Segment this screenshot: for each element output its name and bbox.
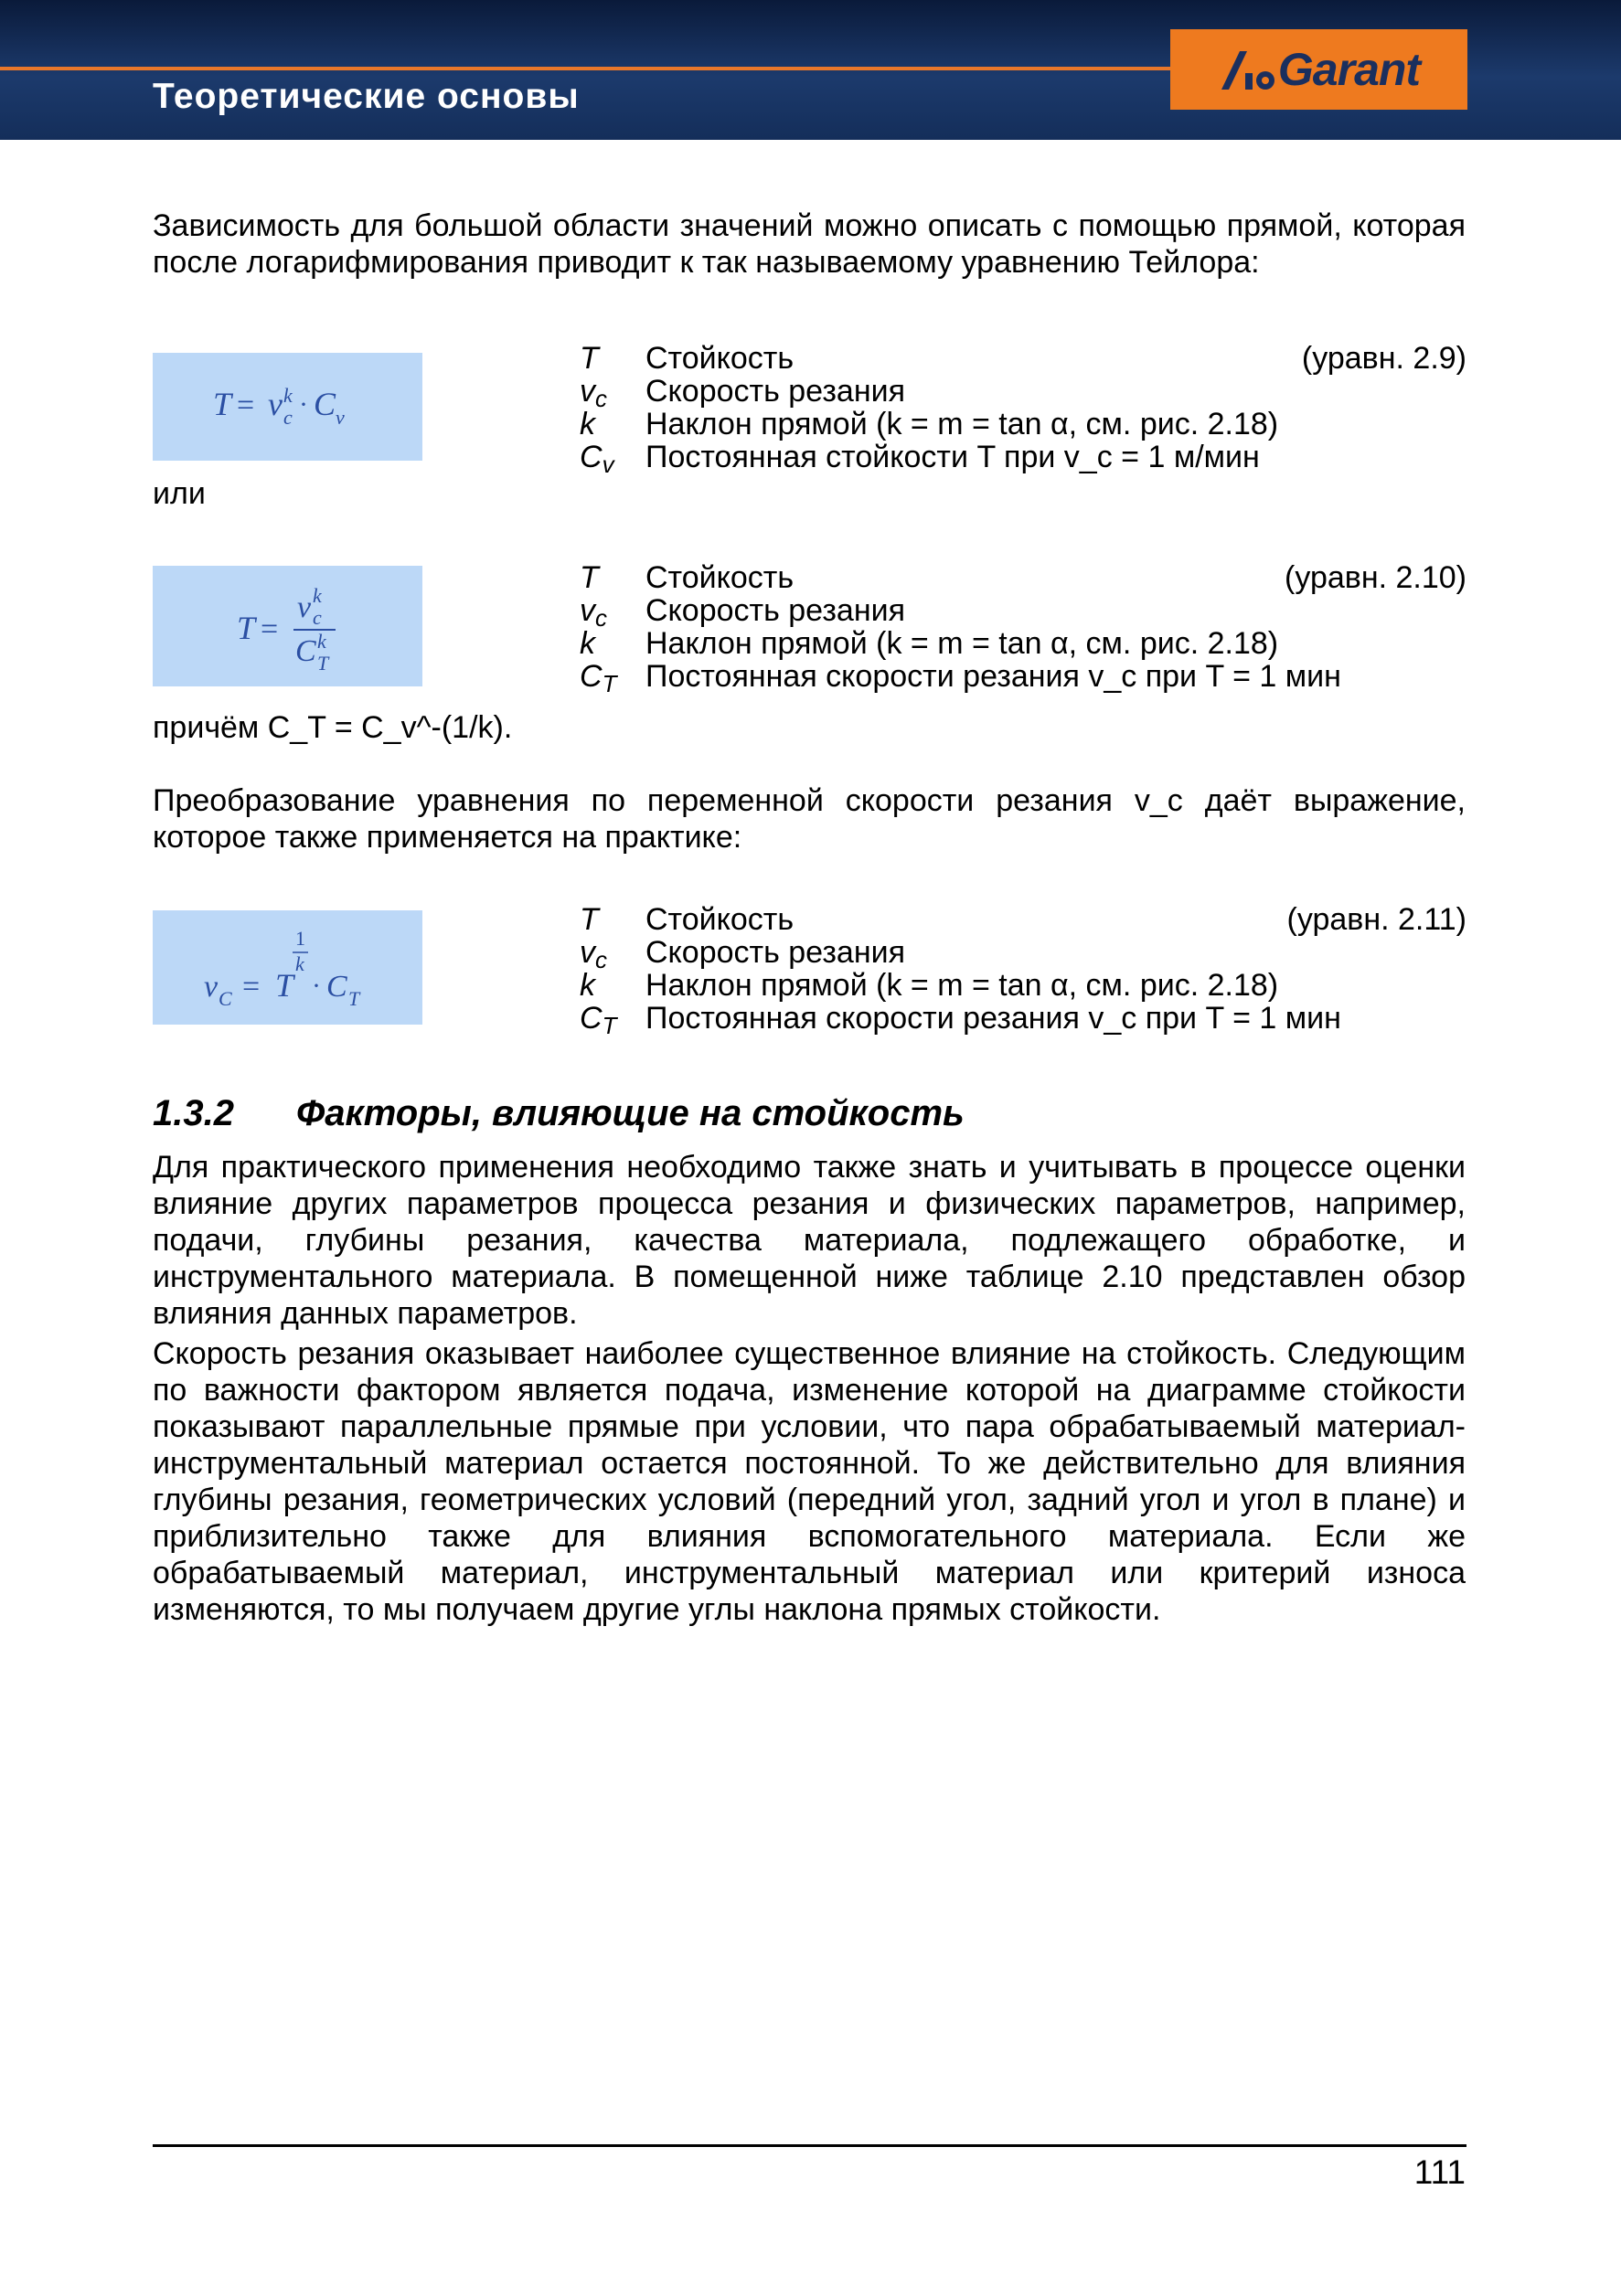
svg-text:v: v xyxy=(336,406,345,429)
header-accent-line xyxy=(0,67,1179,70)
equation-label: (уравн. 2.11) xyxy=(1286,902,1466,937)
svg-text:·: · xyxy=(299,389,308,420)
formula-box-taylor xyxy=(153,353,422,461)
eq1-def-vc xyxy=(578,374,1466,412)
def-description: Наклон прямой (k = m = tan α, см. рис. 2.18) xyxy=(645,407,1279,441)
svg-text:k: k xyxy=(313,584,322,607)
formula-taylor xyxy=(153,353,422,461)
header-title: Теоретические основы xyxy=(153,77,580,116)
page-number: 111 xyxy=(1413,2153,1466,2191)
eq3-definitions xyxy=(578,902,1466,1039)
svg-text:T: T xyxy=(213,386,232,422)
def-description: Скорость резания xyxy=(645,593,906,628)
equation-label: (уравн. 2.10) xyxy=(1285,560,1466,595)
def-symbol: $v_c$ xyxy=(580,374,607,412)
def-symbol: $v_c$ xyxy=(580,593,607,632)
def-description: Стойкость xyxy=(645,560,795,595)
svg-text:v: v xyxy=(297,590,312,624)
svg-text:T: T xyxy=(317,652,329,675)
svg-text:C: C xyxy=(326,970,347,1004)
def-description: Скорость резания xyxy=(645,935,906,970)
svg-text:T: T xyxy=(237,610,256,646)
eq1-def-T xyxy=(578,342,1466,375)
def-symbol: T xyxy=(580,902,599,937)
transform-paragraph: Преобразование уравнения по переменной скорости резания v_c даёт выражение, которое также применяется на практике: xyxy=(153,783,1466,855)
def-symbol: k xyxy=(580,407,595,441)
eq2-definitions xyxy=(578,560,1466,697)
eq2-def-CT xyxy=(578,659,1466,697)
formula-speed xyxy=(153,910,422,1025)
eq1-def-Cv xyxy=(578,440,1466,478)
def-description: Наклон прямой (k = m = tan α, см. рис. 2.18) xyxy=(645,968,1279,1003)
body-paragraph-2: Скорость резания оказывает наиболее существенное влияние на стойкость. Следующим по важности фактором является подача, изменение которой на диаграмме стойкости показывают параллельные прямые при условии, что пара обрабатываемый материал-инструментальный материал остается постоянной. То же действительно для влияния глубины резания, геометрических условий (передний угол, задний угол и угол в плане) и приблизительно также для влияния вспомогательного материала. Если же обрабатываемый материал, инструментальный материал или критерий износа изменяются, то мы получаем другие углы наклона прямых стойкости. xyxy=(153,1336,1466,1627)
svg-text:T: T xyxy=(275,967,294,1004)
eq1-definitions xyxy=(578,341,1466,478)
def-symbol: k xyxy=(580,626,595,661)
formula-box-speed xyxy=(153,910,422,1025)
eq3-def-T xyxy=(578,903,1466,936)
garant-logo xyxy=(1170,29,1467,110)
eq3-def-vc xyxy=(578,935,1466,973)
footer-rule xyxy=(153,2144,1466,2147)
def-description: Постоянная стойкости T при v_c = 1 м/мин xyxy=(645,440,1260,474)
svg-text:k: k xyxy=(295,952,304,975)
def-description: Стойкость xyxy=(645,341,795,376)
logo-text: Garant xyxy=(1277,44,1421,95)
formula-taylor-fraction xyxy=(153,566,422,686)
def-description: Постоянная скорости резания v_c при T = 1 мин xyxy=(645,1001,1341,1036)
section-heading xyxy=(153,1093,965,1134)
svg-text:c: c xyxy=(313,606,322,629)
section-number: 1.3.2 xyxy=(153,1093,234,1133)
svg-text:k: k xyxy=(317,630,326,653)
eq2-def-vc xyxy=(578,593,1466,632)
svg-text:v: v xyxy=(204,970,219,1004)
def-description: Постоянная скорости резания v_c при T = 1 мин xyxy=(645,659,1341,694)
eq2-def-T xyxy=(578,561,1466,594)
svg-text:k: k xyxy=(283,384,293,407)
formula-box-taylor-fraction xyxy=(153,566,422,686)
def-symbol: $C_T$ xyxy=(580,659,617,697)
svg-text:·: · xyxy=(312,971,321,1001)
def-description: Стойкость xyxy=(645,902,795,937)
svg-text:C: C xyxy=(219,987,232,1010)
svg-text:C: C xyxy=(295,634,316,668)
or-word: или xyxy=(153,476,206,511)
eq3-def-CT xyxy=(578,1001,1466,1039)
eq1-def-k xyxy=(578,408,1466,441)
eq2-def-k xyxy=(578,627,1466,660)
svg-text:=: = xyxy=(242,970,261,1004)
svg-text:=: = xyxy=(237,388,255,422)
logo-mark-icon xyxy=(1218,46,1278,93)
body-paragraph-1: Для практического применения необходимо также знать и учитывать в процессе оценки влияние других параметров процесса резания и физических параметров, например, подачи, глубины резания, качества материала, подлежащего обработке, и инструментального материала. В помещенной ниже таблице 2.10 представлен обзор влияния данных параметров. xyxy=(153,1150,1466,1331)
def-description: Наклон прямой (k = m = tan α, см. рис. 2.18) xyxy=(645,626,1279,661)
section-title: Факторы, влияющие на стойкость xyxy=(296,1093,965,1133)
def-symbol: $C_T$ xyxy=(580,1001,617,1039)
svg-text:C: C xyxy=(314,386,336,422)
intro-paragraph: Зависимость для большой области значений можно описать с помощью прямой, которая после логарифмирования приводит к так называемому уравнению Тейлора: xyxy=(153,208,1466,280)
svg-text:T: T xyxy=(348,987,360,1010)
def-symbol: T xyxy=(580,560,599,595)
def-symbol: T xyxy=(580,341,599,376)
page-header xyxy=(0,0,1621,140)
def-description: Скорость резания xyxy=(645,374,906,409)
def-symbol: $C_v$ xyxy=(580,440,614,478)
svg-text:v: v xyxy=(268,386,283,422)
svg-text:1: 1 xyxy=(295,927,305,950)
svg-text:c: c xyxy=(283,406,293,429)
eq3-def-k xyxy=(578,969,1466,1002)
equation-label: (уравн. 2.9) xyxy=(1301,341,1466,376)
note-relation: причём C_T = C_v^-(1/k). xyxy=(153,710,513,745)
def-symbol: $v_c$ xyxy=(580,935,607,973)
def-symbol: k xyxy=(580,968,595,1003)
svg-text:=: = xyxy=(261,612,279,646)
